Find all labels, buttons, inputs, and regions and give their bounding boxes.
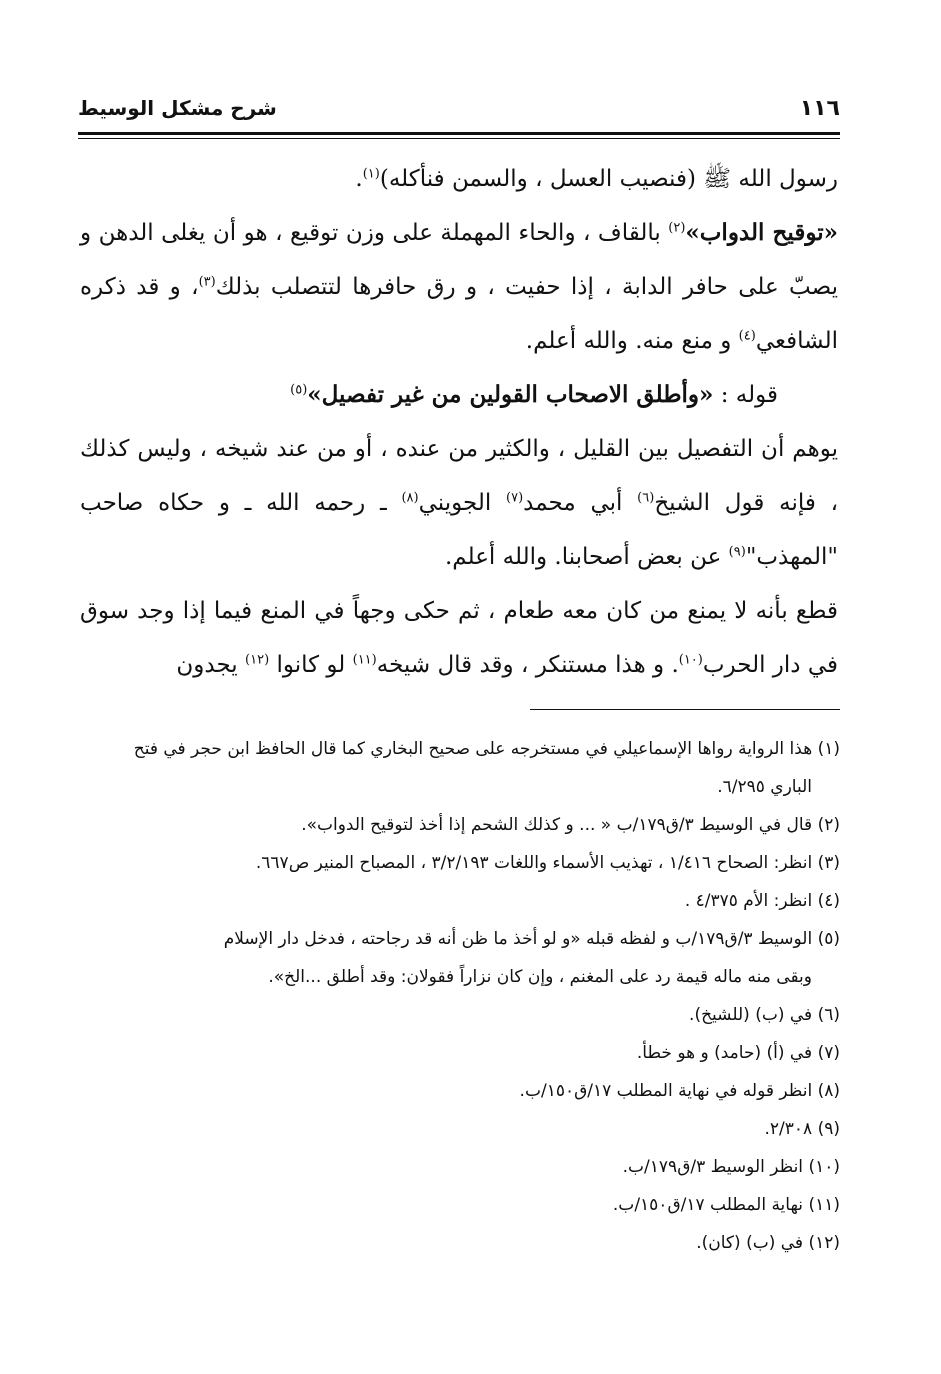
text-span: يوهم أن التفصيل بين القليل ، والكثير من عنده ، أو من عند شيخه ، وليس كذلك ، فإنه قول الشيخ — [80, 436, 839, 516]
text-span: ، و قد ذكره الشافعي — [80, 274, 838, 354]
footnote-number: (٢) — [817, 815, 840, 835]
footnote — [80, 1186, 840, 1224]
footnote — [80, 806, 840, 844]
footnote-number: (٨) — [817, 1081, 840, 1101]
page-number: ١١٦ — [799, 96, 840, 121]
footnote-ref: (٩) — [728, 544, 746, 560]
text-span: . و هذا مستنكر ، وقد قال شيخه — [376, 652, 679, 678]
footnote-text: الوسيط ٣/ق١٧٩/ب و لفظه قبله «و لو أخذ ما ظن أنه قد رجاحته ، فدخل دار الإسلام — [223, 929, 813, 949]
footnote-text: في (أ) (حامد) و هو خطأ. — [636, 1043, 813, 1063]
text-span: الجويني — [418, 490, 507, 516]
page-header — [78, 96, 840, 126]
footnote-ref: (١) — [362, 166, 380, 182]
footnote-number: (١) — [817, 739, 840, 759]
footnote-number: (٥) — [817, 929, 840, 949]
footnotes — [80, 730, 840, 1262]
footnote-ref: (٧) — [506, 490, 524, 506]
footnote-text: نهاية المطلب ١٧/ق١٥٠/ب. — [612, 1195, 804, 1215]
footnote-ref: (٤) — [738, 328, 756, 344]
footnote-ref: (١٢) — [245, 652, 270, 668]
header-rule-thick — [78, 132, 840, 135]
header-rule-thin — [78, 138, 840, 139]
footnote — [80, 730, 840, 806]
footnote-continuation: الباري ٦/٢٩٥. — [717, 777, 812, 797]
text-span: قوله : — [713, 382, 778, 408]
text-span: و منع منه. والله أعلم. — [525, 328, 739, 354]
footnote-number: (٤) — [817, 891, 840, 911]
text-span: بالقاف ، والحاء المهملة على وزن توقيع ، هو أن يغلى الدهن و يصبّ على حافر الدابة ، إذا حفيت ، و رق حافرها لتتصلب بذلك — [80, 220, 838, 300]
text-span: قطع بأنه لا يمنع من كان معه طعام ، ثم حكى وجهاً في المنع فيما إذا وجد سوق في دار الحرب — [80, 598, 838, 678]
text-span: لو كانوا — [269, 652, 353, 678]
text-span: أبي محمد — [523, 490, 638, 516]
footnote-text: انظر الوسيط ٣/ق١٧٩/ب. — [622, 1157, 804, 1177]
paragraph-5 — [80, 584, 838, 692]
footnote-text: قال في الوسيط ٣/ق١٧٩/ب « ... و كذلك الشحم إذا أخذ لتوقيح الدواب». — [301, 815, 813, 835]
main-text — [80, 152, 838, 692]
footnote-text: انظر: الصحاح ١/٤١٦ ، تهذيب الأسماء واللغات ٣/٢/١٩٣ ، المصباح المنير ص٦٦٧. — [255, 853, 813, 873]
footnote — [80, 844, 840, 882]
footnote-ref: (٥) — [290, 382, 308, 398]
footnote — [80, 1072, 840, 1110]
footnote — [80, 996, 840, 1034]
footnote — [80, 920, 840, 996]
footnote-ref: (٢) — [668, 220, 686, 236]
running-title: شرح مشكل الوسيط — [78, 96, 277, 120]
footnote-text: هذا الرواية رواها الإسماعيلي في مستخرجه على صحيح البخاري كما قال الحافظ ابن حجر في فتح — [133, 739, 813, 759]
footnote-text: ٢/٣٠٨. — [764, 1119, 813, 1139]
footnote-text: في (ب) (للشيخ). — [689, 1005, 813, 1025]
footnote — [80, 1148, 840, 1186]
text-span: . — [355, 166, 363, 192]
footnote-number: (٧) — [817, 1043, 840, 1063]
text-span: رسول الله ﷺ (فنصيب العسل ، والسمن فنأكله) — [379, 166, 838, 192]
footnote-ref: (١١) — [352, 652, 377, 668]
text-span: يجدون — [176, 652, 246, 678]
footnote-number: (٦) — [817, 1005, 840, 1025]
footnote — [80, 1034, 840, 1072]
paragraph-3 — [80, 368, 838, 422]
footnote-ref: (٣) — [198, 274, 216, 290]
footnote-number: (١٠) — [808, 1157, 840, 1177]
paragraph-1 — [80, 152, 838, 206]
footnote-ref: (٨) — [401, 490, 419, 506]
footnote-text: انظر: الأم ٤/٣٧٥ . — [684, 891, 813, 911]
footnote-text: انظر قوله في نهاية المطلب ١٧/ق١٥٠/ب. — [519, 1081, 813, 1101]
footnote — [80, 1224, 840, 1262]
paragraph-2 — [80, 206, 838, 368]
text-span: عن بعض أصحابنا. والله أعلم. — [444, 544, 729, 570]
footnote-number: (١١) — [808, 1195, 840, 1215]
footnote — [80, 1110, 840, 1148]
footnote-number: (٩) — [817, 1119, 840, 1139]
footnote-ref: (١٠) — [678, 652, 703, 668]
footnote-number: (١٢) — [808, 1233, 840, 1253]
defined-term: «توقيح الدواب» — [685, 219, 838, 246]
paragraph-4 — [80, 422, 838, 584]
footnote — [80, 882, 840, 920]
quoted-phrase: «وأطلق الاصحاب القولين من غير تفصيل» — [307, 381, 714, 408]
footnote-ref: (٦) — [637, 490, 655, 506]
text-span: ـ رحمه الله ـ و حكاه صاحب "المهذب" — [80, 490, 838, 570]
footnote-continuation: وبقى منه ماله قيمة رد على المغنم ، وإن كان نزاراً فقولان: وقد أطلق ...الخ». — [268, 967, 812, 987]
footnote-number: (٣) — [817, 853, 840, 873]
footnote-separator — [530, 709, 840, 710]
footnote-text: في (ب) (كان). — [696, 1233, 804, 1253]
